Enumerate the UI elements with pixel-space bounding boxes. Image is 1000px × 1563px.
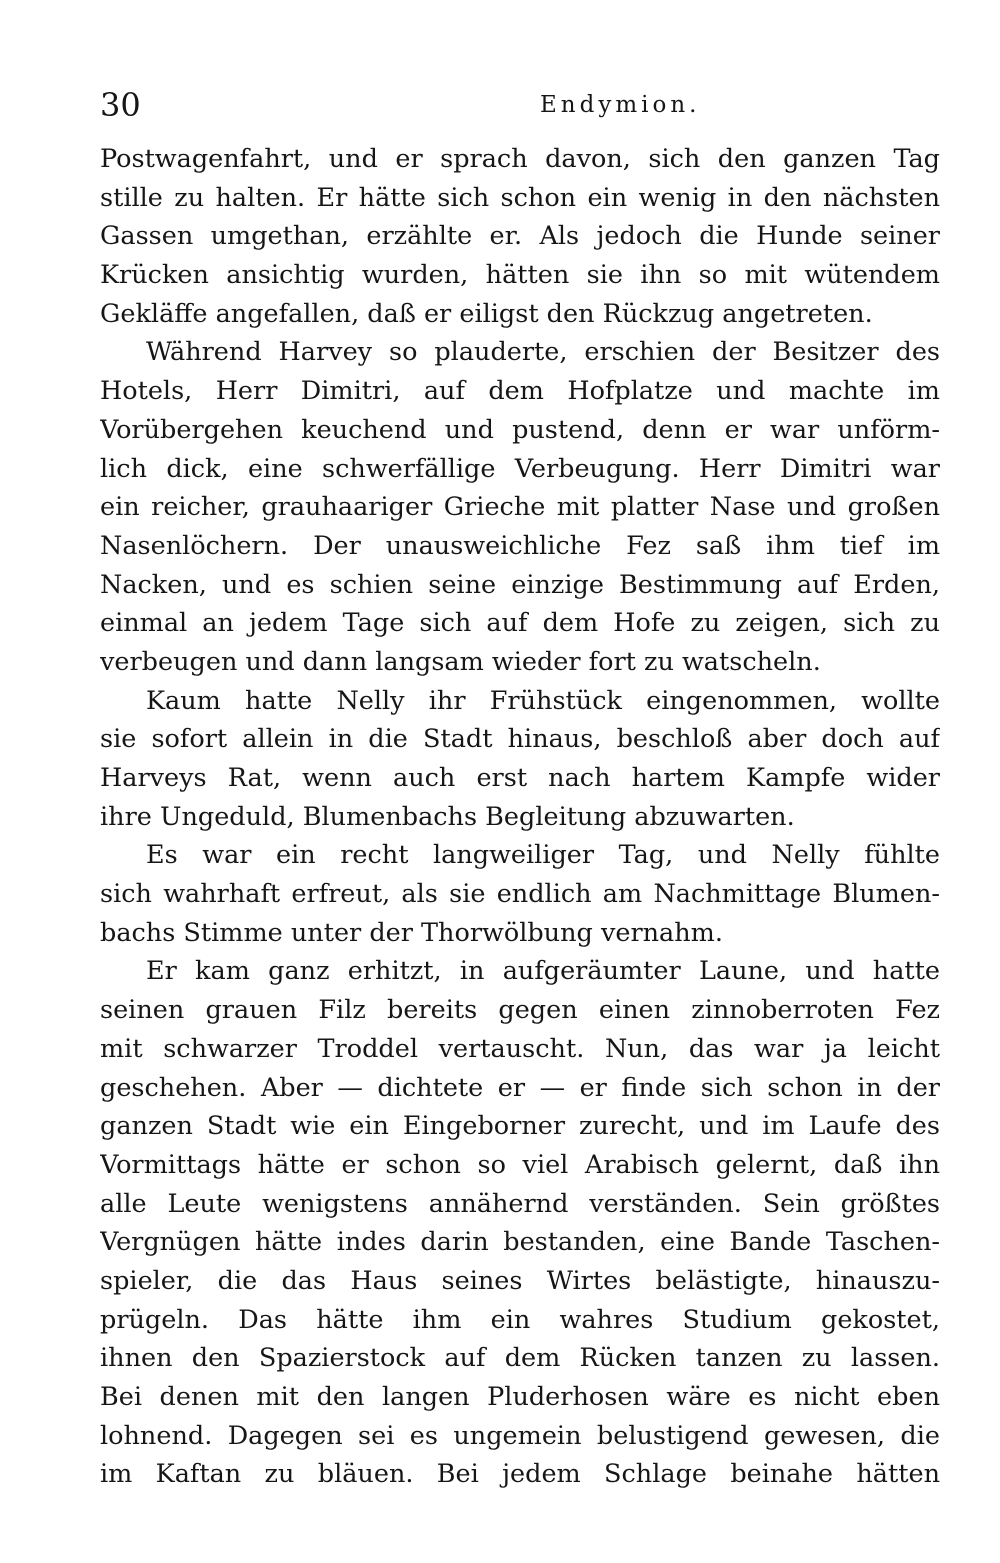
text-line: Nacken, und es schien seine einzige Bestimmung auf Erden,	[100, 569, 940, 600]
text-line: Vergnügen hätte indes darin bestanden, eine Bande Taschen-	[100, 1227, 940, 1258]
page-number: 30	[100, 86, 141, 124]
text-line: Nasenlöchern. Der unausweichliche Fez saß ihm tief im	[100, 530, 940, 561]
text-line: Er kam ganz erhitzt, in aufgeräumter Laune, und hatte	[146, 956, 940, 987]
text-line: verbeugen und dann langsam wieder fort zu watscheln.	[100, 646, 821, 677]
body-text	[100, 140, 940, 1494]
text-line: geschehen. Aber — dichtete er — er finde sich schon in der	[100, 1072, 940, 1103]
text-line: seinen grauen Filz bereits gegen einen zinnoberroten Fez	[100, 995, 940, 1026]
text-line: ihnen den Spazierstock auf dem Rücken tanzen zu lassen.	[100, 1343, 940, 1374]
text-line: ein reicher, grauhaariger Grieche mit platter Nase und großen	[100, 492, 940, 523]
text-line: Gekläffe angefallen, daß er eiligst den Rückzug angetreten.	[100, 298, 873, 329]
text-line: lohnend. Dagegen sei es ungemein belustigend gewesen, die	[100, 1420, 940, 1451]
text-line: ihre Ungeduld, Blumenbachs Begleitung abzuwarten.	[100, 801, 795, 832]
text-line: stille zu halten. Er hätte sich schon ein wenig in den nächsten	[100, 182, 940, 213]
text-line: ganzen Stadt wie ein Eingeborner zurecht, und im Laufe des	[100, 1111, 940, 1142]
text-line: lich dick, eine schwerfällige Verbeugung. Herr Dimitri war	[100, 453, 940, 484]
text-line: Gassen umgethan, erzählte er. Als jedoch die Hunde seiner	[100, 221, 940, 252]
text-line: Es war ein recht langweiliger Tag, und Nelly fühlte	[146, 840, 940, 871]
text-line: sie sofort allein in die Stadt hinaus, beschloß aber doch auf	[100, 724, 940, 755]
text-line: prügeln. Das hätte ihm ein wahres Studium gekostet,	[100, 1304, 940, 1335]
text-line: Während Harvey so plauderte, erschien der Besitzer des	[146, 337, 940, 368]
text-line: sich wahrhaft erfreut, als sie endlich am Nachmittage Blumen-	[100, 879, 940, 910]
text-line: Kaum hatte Nelly ihr Frühstück eingenommen, wollte	[146, 685, 940, 716]
text-line: Harveys Rat, wenn auch erst nach hartem Kampfe wider	[100, 763, 940, 793]
text-line: alle Leute wenigstens annähernd verständen. Sein größtes	[100, 1188, 940, 1219]
text-line: spieler, die das Haus seines Wirtes belästigte, hinauszu-	[100, 1265, 940, 1296]
text-line: Bei denen mit den langen Pluderhosen wäre es nicht eben	[100, 1382, 940, 1412]
page-header	[100, 84, 940, 126]
text-line: einmal an jedem Tage sich auf dem Hofe zu zeigen, sich zu	[100, 608, 940, 639]
text-line: im Kaftan zu bläuen. Bei jedem Schlage beinahe hätten	[100, 1459, 940, 1490]
text-line: Hotels, Herr Dimitri, auf dem Hofplatze und machte im	[100, 376, 940, 407]
text-line: Krücken ansichtig wurden, hätten sie ihn so mit wütendem	[100, 260, 940, 291]
text-line: Vormittags hätte er schon so viel Arabisch gelernt, daß ihn	[100, 1149, 940, 1180]
text-line: Postwagenfahrt, und er sprach davon, sich den ganzen Tag	[100, 144, 940, 174]
text-line: bachs Stimme unter der Thorwölbung vernahm.	[100, 917, 723, 948]
text-line: Vorübergehen keuchend und pustend, denn er war unförm-	[100, 414, 940, 445]
running-title: Endymion.	[540, 92, 701, 118]
text-line: mit schwarzer Troddel vertauscht. Nun, das war ja leicht	[100, 1033, 940, 1064]
